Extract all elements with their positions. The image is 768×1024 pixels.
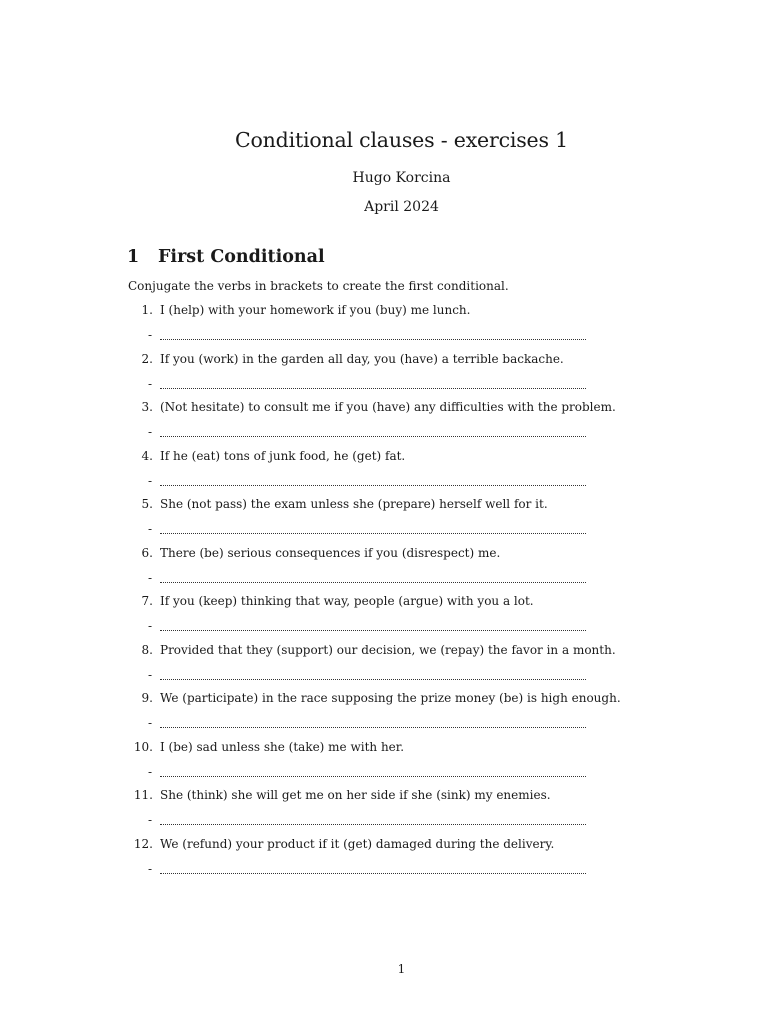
section-heading [127, 247, 325, 267]
exercise-number: 12. [133, 836, 153, 851]
exercise-text: If you (work) in the garden all day, you (have) a terrible backache. [160, 351, 564, 366]
section-title: First Conditional [158, 247, 325, 267]
exercise-number: 7. [141, 594, 153, 608]
answer-line [160, 582, 586, 583]
answer-line [160, 679, 586, 680]
answer-line [160, 339, 586, 340]
answer-line [160, 727, 586, 728]
exercise-item [128, 398, 616, 447]
answer-dash: - [148, 570, 153, 585]
answer-dash: - [148, 861, 153, 876]
exercise-item [128, 689, 621, 738]
answer-line [160, 436, 586, 437]
exercise-item [128, 592, 588, 641]
exercise-number: 1. [141, 303, 153, 317]
exercise-text: Provided that they (support) our decision, we (repay) the favor in a month. [160, 642, 616, 657]
exercise-text: I (be) sad unless she (take) me with her. [160, 739, 405, 754]
answer-line [160, 776, 586, 777]
exercise-text: She (not pass) the exam unless she (prepare) herself well for it. [160, 497, 548, 511]
exercise-list [128, 301, 621, 883]
answer-line [160, 533, 586, 534]
exercise-text: If you (keep) thinking that way, people (argue) with you a lot. [160, 594, 534, 608]
answer-dash: - [148, 425, 153, 439]
answer-line [160, 388, 586, 389]
answer-dash: - [148, 619, 153, 633]
section-instruction: Conjugate the verbs in brackets to create the first conditional. [128, 279, 509, 293]
answer-dash: - [148, 376, 153, 391]
answer-dash: - [148, 473, 153, 488]
exercise-number: 2. [141, 351, 153, 366]
answer-line [160, 873, 586, 874]
document-title: Conditional clauses - exercises 1 [235, 128, 568, 152]
answer-dash: - [148, 716, 153, 730]
exercise-number: 11. [133, 788, 153, 802]
document-author: Hugo Korcina [352, 170, 451, 186]
page-number: 1 [397, 962, 406, 976]
exercise-number: 4. [141, 448, 153, 463]
exercise-number: 5. [141, 497, 153, 511]
exercise-number: 6. [141, 545, 153, 560]
exercise-text: There (be) serious consequences if you (disrespect) me. [160, 545, 501, 560]
exercise-number: 9. [141, 691, 153, 705]
exercise-item [128, 350, 588, 399]
exercise-item [128, 447, 588, 496]
exercise-item [128, 544, 588, 593]
answer-dash: - [148, 667, 153, 682]
exercise-item [128, 641, 616, 690]
answer-dash: - [148, 813, 153, 827]
exercise-number: 8. [141, 642, 153, 657]
answer-line [160, 824, 586, 825]
exercise-text: If he (eat) tons of junk food, he (get) fat. [160, 448, 406, 463]
section-number: 1 [127, 247, 140, 267]
exercise-number: 10. [133, 739, 153, 754]
exercise-item [128, 738, 588, 787]
exercise-text: We (participate) in the race supposing the prize money (be) is high enough. [160, 691, 621, 705]
answer-line [160, 630, 586, 631]
answer-line [160, 485, 586, 486]
exercise-item [128, 786, 588, 835]
exercise-item [128, 301, 588, 350]
exercise-text: I (help) with your homework if you (buy) me lunch. [160, 303, 471, 317]
exercise-text: (Not hesitate) to consult me if you (have) any difficulties with the problem. [160, 400, 616, 414]
exercise-item [128, 495, 588, 544]
exercise-text: She (think) she will get me on her side if she (sink) my enemies. [160, 788, 551, 802]
answer-dash: - [148, 522, 153, 536]
exercise-text: We (refund) your product if it (get) damaged during the delivery. [160, 836, 555, 851]
exercise-number: 3. [141, 400, 153, 414]
answer-dash: - [148, 328, 153, 342]
exercise-item [128, 835, 588, 884]
document-date: April 2024 [364, 199, 439, 215]
answer-dash: - [148, 764, 153, 779]
